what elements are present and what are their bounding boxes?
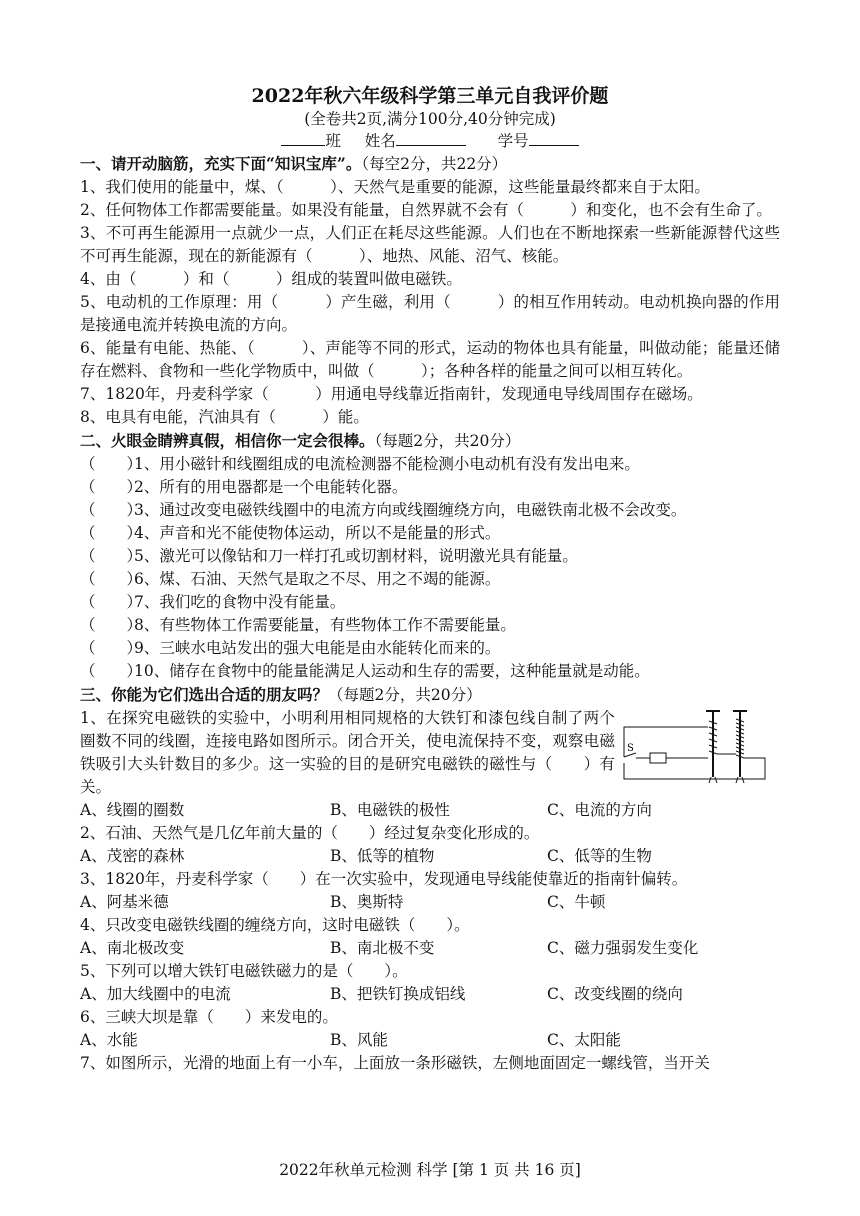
answer-paren: （ ）: [80, 616, 143, 634]
option-a: A、线圈的圈数: [80, 801, 185, 819]
answer-paren: （ ）: [80, 639, 143, 657]
option-c: C、低等的生物: [547, 847, 652, 865]
option-a: A、加大线圈中的电流: [80, 985, 231, 1003]
option-a: A、水能: [80, 1031, 138, 1049]
electromagnet-circuit-diagram: [620, 707, 770, 787]
fill-item: 6、能量有电能、热能、（ ）、声能等不同的形式，运动的物体也具有能量，叫做动能；能量还储存在燃料、食物和一些化学物质中，叫做（ ）；各种各样的能量之间可以相互转化。: [80, 339, 780, 380]
class-blank: [281, 131, 325, 146]
true-false-item: [80, 545, 780, 568]
options-row: [80, 937, 780, 960]
name-label: 姓名: [364, 132, 396, 150]
exam-title: 2022年秋六年级科学第三单元自我评价题: [251, 85, 609, 107]
question-4: 4、只改变电磁铁线圈的缠绕方向，这时电磁铁（ ）。: [80, 916, 470, 934]
fill-item: 1、我们使用的能量中，煤、（ ）、天然气是重要的能源，这些能量最终都来自于太阳。: [80, 178, 710, 196]
student-info-line: [80, 130, 780, 152]
question-2: 2、石油、天然气是几亿年前大量的（ ）经过复杂变化形成的。: [80, 824, 540, 842]
section-2-title: 二、火眼金睛辨真假，相信你一定会很棒。: [80, 431, 375, 450]
option-c: C、牛顿: [547, 893, 606, 911]
fill-item: 8、电具有电能，汽油具有（ ）能。: [80, 408, 369, 426]
statement: 4、声音和光不能使物体运动，所以不是能量的形式。: [134, 524, 501, 542]
section-3-title: 三、你能为它们选出合适的朋友吗？: [80, 685, 329, 704]
question-text: 1、在探究电磁铁的实验中，小明利用相同规格的大铁钉和漆包线自制了两个圈数不同的线圈，连接电路如图所示。闭合开关，使电流保持不变，观察电磁铁吸引大头针数目的多少。这一实验的目的是研究电磁铁的磁性与（ ）有关。: [80, 709, 615, 796]
fill-item: 4、由（ ）和（ ）组成的装置叫做电磁铁。: [80, 270, 462, 288]
answer-paren: （ ）: [80, 478, 143, 496]
statement: 9、三峡水电站发出的强大电能是由水能转化而来的。: [134, 639, 501, 657]
options-row: [80, 983, 780, 1006]
section-2-note: （每题2分，共20分）: [374, 432, 521, 450]
option-b: B、把铁钉换成铝线: [330, 985, 466, 1003]
statement: 8、有些物体工作需要能量，有些物体工作不需要能量。: [134, 616, 516, 634]
option-b: B、风能: [330, 1031, 388, 1049]
statement: 5、激光可以像钻和刀一样打孔或切割材料，说明激光具有能量。: [134, 547, 578, 565]
options-row: [80, 891, 780, 914]
option-a: A、阿基米德: [80, 893, 169, 911]
section-1-heading: [80, 152, 780, 176]
option-a: A、南北极改变: [80, 939, 185, 957]
answer-paren: （ ）: [80, 570, 143, 588]
option-c: C、磁力强弱发生变化: [547, 939, 699, 957]
option-b: B、电磁铁的极性: [330, 801, 450, 819]
answer-paren: （ ）: [80, 524, 143, 542]
section-1-title: 一、请开动脑筋，充实下面“知识宝库”。: [80, 154, 362, 173]
answer-paren: （ ）: [80, 593, 143, 611]
option-b: B、南北极不变: [330, 939, 435, 957]
true-false-item: [80, 568, 780, 591]
option-c: C、电流的方向: [547, 801, 652, 819]
option-c: C、改变线圈的绕向: [547, 985, 683, 1003]
section-1-note: （每空2分，共22分）: [361, 155, 508, 173]
true-false-item: [80, 476, 780, 499]
option-a: A、茂密的森林: [80, 847, 185, 865]
id-blank: [529, 131, 579, 146]
true-false-item: [80, 522, 780, 545]
question-1: [80, 707, 780, 799]
true-false-item: [80, 660, 780, 683]
answer-paren: （ ）: [80, 547, 143, 565]
fill-item: 3、不可再生能源用一点就少一点，人们正在耗尽这些能源。人们也在不断地探索一些新能源替代这些不可再生能源，现在的新能源有（ ）、地热、风能、沼气、核能。: [80, 224, 780, 265]
section-3-note: （每题2分，共20分）: [328, 686, 482, 704]
class-label: 班: [325, 132, 341, 150]
fill-item: 2、任何物体工作都需要能量。如果没有能量，自然界就不会有（ ）和变化，也不会有生命了。: [80, 201, 772, 219]
true-false-item: [80, 614, 780, 637]
answer-paren: （ ）: [80, 455, 143, 473]
answer-paren: （ ）: [80, 501, 143, 519]
answer-paren: （ ）: [80, 662, 143, 680]
switch-label: S: [627, 743, 634, 754]
statement: 3、通过改变电磁铁线圈中的电流方向或线圈缠绕方向，电磁铁南北极不会改变。: [134, 501, 687, 519]
exam-subtitle: (全卷共2页,满分100分,40分钟完成): [304, 110, 556, 128]
option-b: B、奥斯特: [330, 893, 404, 911]
id-label: 学号: [497, 132, 529, 150]
true-false-item: [80, 453, 780, 476]
statement: 10、储存在食物中的能量能满足人运动和生存的需要，这种能量就是动能。: [134, 662, 650, 680]
fill-item: 7、1820年，丹麦科学家（ ）用通电导线靠近指南针，发现通电导线周围存在磁场。: [80, 385, 703, 403]
option-b: B、低等的植物: [330, 847, 435, 865]
question-6: 6、三峡大坝是靠（ ）来发电的。: [80, 1008, 338, 1026]
exam-page: [80, 84, 780, 1075]
options-row: [80, 799, 780, 822]
question-7: 7、如图所示，光滑的地面上有一小车，上面放一条形磁铁，左侧地面固定一螺线管，当开关: [80, 1054, 710, 1072]
question-5: 5、下列可以增大铁钉电磁铁磁力的是（ ）。: [80, 962, 408, 980]
true-false-item: [80, 591, 780, 614]
options-row: [80, 845, 780, 868]
statement: 6、煤、石油、天然气是取之不尽、用之不竭的能源。: [134, 570, 501, 588]
fill-item: 5、电动机的工作原理：用（ ）产生磁，利用（ ）的相互作用转动。电动机换向器的作用是接通电流并转换电流的方向。: [80, 293, 780, 334]
section-2-heading: [80, 429, 780, 453]
option-c: C、太阳能: [547, 1031, 621, 1049]
statement: 1、用小磁针和线圈组成的电流检测器不能检测小电动机有没有发出电来。: [134, 455, 640, 473]
options-row: [80, 1029, 780, 1052]
section-3-heading: [80, 683, 780, 707]
name-blank: [396, 131, 466, 146]
true-false-item: [80, 637, 780, 660]
true-false-item: [80, 499, 780, 522]
page-footer: 2022年秋单元检测 科学 [第 1 页 共 16 页]: [279, 1161, 581, 1179]
question-3: 3、1820年，丹麦科学家（ ）在一次实验中，发现通电导线能使靠近的指南针偏转。: [80, 870, 688, 888]
statement: 2、所有的用电器都是一个电能转化器。: [134, 478, 408, 496]
statement: 7、我们吃的食物中没有能量。: [134, 593, 346, 611]
